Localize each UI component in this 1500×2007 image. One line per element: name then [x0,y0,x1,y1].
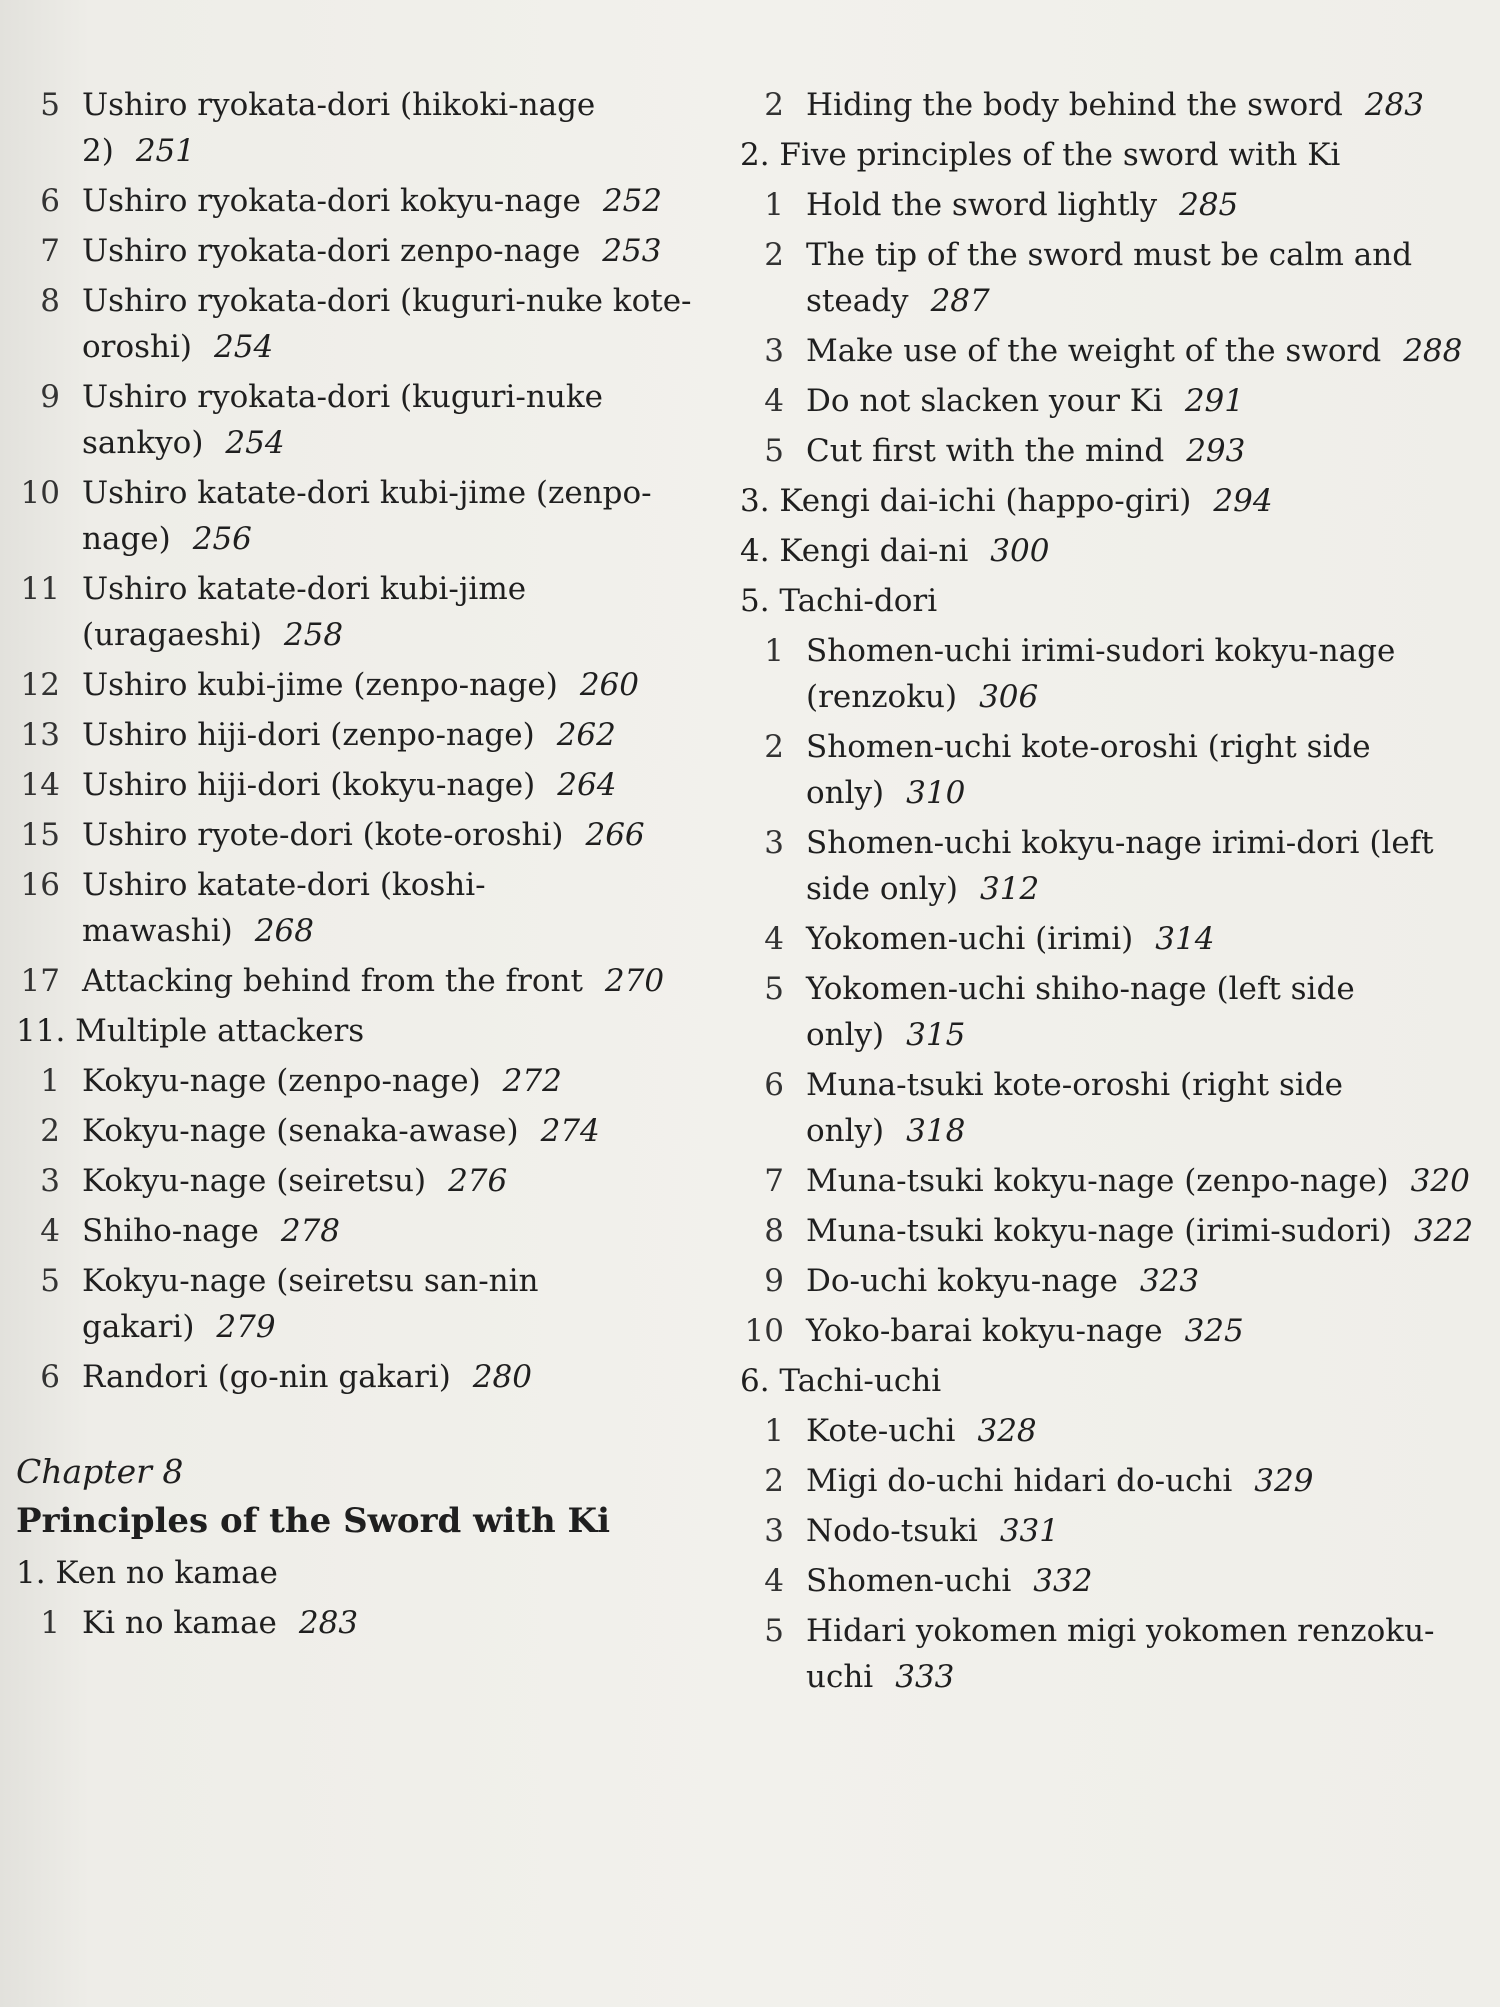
entry-body [806,428,1480,474]
page-number: 287 [930,283,990,319]
page-number: 279 [216,1309,276,1345]
entry-number: 11 [20,571,60,607]
entry-number: 4 [764,921,784,957]
entry-number: 4 [40,1213,60,1249]
toc-entry [740,820,1480,912]
entry-body [82,958,716,1004]
entry-body [82,762,716,808]
entry-number: 16 [20,867,60,903]
toc-list-right-a [740,82,1480,128]
entry-body [806,1062,1480,1154]
toc-entry [740,182,1480,228]
toc-entry [16,862,716,954]
page-number: 331 [999,1513,1059,1549]
page-number: 323 [1139,1263,1200,1299]
entry-number: 2 [764,729,784,765]
page-number: 293 [1186,433,1246,469]
entry-title: Kokyu-nage (seiretsu san-nin gakari) [82,1263,539,1345]
page-number: 270 [604,963,665,999]
entry-number: 6 [40,183,60,219]
entry-number: 1 [764,187,784,223]
entry-title: Yokomen-uchi (irimi) [806,921,1134,957]
toc-left-column [16,82,716,1650]
entry-title: Ushiro ryokata-dori (kuguri-nuke sankyo) [82,379,603,461]
entry-body [82,278,716,370]
page-number: 315 [906,1017,966,1053]
toc-entry [740,1062,1480,1154]
page-number: 285 [1179,187,1239,223]
toc-entry [16,1158,716,1204]
entry-number: 15 [20,817,60,853]
page-number: 253 [602,233,662,269]
entry-title: Ushiro ryokata-dori (kuguri-nuke kote-oroshi) [82,283,692,365]
entry-number: 1 [40,1063,60,1099]
entry-title: Ushiro katate-dori kubi-jime (zenpo-nage) [82,475,652,557]
section-heading-ken-no-kamae: 1. Ken no kamae [16,1555,278,1591]
page-number: 320 [1410,1163,1470,1199]
entry-title: Hidari yokomen migi yokomen renzoku-uchi [806,1613,1435,1695]
toc-entry [16,1258,716,1350]
entry-number: 7 [40,233,60,269]
entry-body [806,1558,1480,1604]
page-number: 268 [254,913,314,949]
entry-title: Ki no kamae [82,1605,277,1641]
page-number: 310 [906,775,966,811]
entry-body [82,1058,716,1104]
entry-number: 3 [764,1513,784,1549]
toc-entry [740,1158,1480,1204]
entry-number: 4 [764,1563,784,1599]
page-number: 258 [283,617,344,653]
entry-body [806,628,1480,720]
entry-body [806,182,1480,228]
toc-entry [16,228,716,274]
entry-title: Kote-uchi [806,1413,956,1449]
entry-body [806,1158,1480,1204]
page-number: 254 [225,425,285,461]
entry-number: 1 [40,1605,60,1641]
entry-title: Ushiro hiji-dori (kokyu-nage) [82,767,536,803]
toc-list-right-c [740,628,1480,1354]
toc-entry [16,374,716,466]
entry-title: Cut first with the mind [806,433,1165,469]
page-number: 266 [585,817,645,853]
toc-entry [16,1058,716,1104]
entry-title: Hold the sword lightly [806,187,1158,223]
entry-title: Shiho-nage [82,1213,259,1249]
toc-entry [16,470,716,562]
entry-number: 1 [764,1413,784,1449]
page-number: 314 [1155,921,1215,957]
entry-body [806,232,1480,324]
toc-entry [16,958,716,1004]
entry-body [82,862,716,954]
page-number: 329 [1254,1463,1314,1499]
page-number: 291 [1184,383,1244,419]
entry-title: Nodo-tsuki [806,1513,978,1549]
entry-body [82,374,716,466]
entry-title: The tip of the sword must be calm and steady [806,237,1413,319]
entry-number: 8 [764,1213,784,1249]
toc-entry [16,1208,716,1254]
chapter-title: Principles of the Sword with Ki [16,1501,611,1541]
toc-entry [740,1608,1480,1700]
toc-entry [16,1600,716,1646]
section-heading-multiple-attackers: 11. Multiple attackers [16,1013,365,1049]
entry-body [82,470,716,562]
entry-title: Ushiro katate-dori kubi-jime (uragaeshi) [82,571,527,653]
entry-body [806,1508,1480,1554]
toc-entry [740,1508,1480,1554]
entry-title: Kokyu-nage (senaka-awase) [82,1113,519,1149]
toc-entry [740,1458,1480,1504]
entry-body [82,178,716,224]
entry-title: Ushiro katate-dori (koshi-mawashi) [82,867,486,949]
page-number: 280 [472,1359,532,1395]
entry-number: 10 [20,475,60,511]
entry-body [82,82,716,174]
entry-number: 12 [20,667,60,703]
toc-entry [740,628,1480,720]
toc-entry [740,1208,1480,1254]
toc-entry [740,428,1480,474]
entry-number: 2 [764,87,784,123]
section-heading-kengi-dai-ni [740,528,1480,574]
entry-title: Ushiro kubi-jime (zenpo-nage) [82,667,558,703]
entry-body [806,82,1480,128]
entry-body [82,1208,716,1254]
toc-list-right-b [740,182,1480,474]
entry-number: 9 [764,1263,784,1299]
entry-title: Migi do-uchi hidari do-uchi [806,1463,1233,1499]
toc-entry [740,1258,1480,1304]
entry-number: 2 [40,1113,60,1149]
page-number: 325 [1184,1313,1244,1349]
entry-body [82,662,716,708]
toc-entry [16,1354,716,1400]
toc-entry [16,662,716,708]
entry-number: 5 [764,433,784,469]
entry-title: Ushiro ryokata-dori zenpo-nage [82,233,581,269]
page-number: 276 [448,1163,508,1199]
entry-title: Kokyu-nage (zenpo-nage) [82,1063,481,1099]
entry-title: Muna-tsuki kokyu-nage (irimi-sudori) [806,1213,1392,1249]
page-number: 283 [1364,87,1425,123]
entry-body [82,712,716,758]
entry-title: Muna-tsuki kote-oroshi (right side only) [806,1067,1343,1149]
toc-entry [16,712,716,758]
entry-body [82,1600,716,1646]
toc-list-right-d [740,1408,1480,1700]
entry-number: 2 [764,1463,784,1499]
page-number: 260 [579,667,639,703]
entry-body [82,228,716,274]
entry-number: 1 [764,633,784,669]
entry-body [806,1408,1480,1454]
toc-entry [16,178,716,224]
entry-number: 2 [764,237,784,273]
entry-body [806,1208,1480,1254]
entry-title: Yoko-barai kokyu-nage [806,1313,1163,1349]
page-number: 252 [602,183,663,219]
entry-body [82,812,716,858]
section-heading-kengi-dai-ichi [740,478,1480,524]
entry-title: Shomen-uchi [806,1563,1012,1599]
entry-body [806,724,1480,816]
entry-body [82,566,716,658]
entry-number: 6 [40,1359,60,1395]
entry-number: 13 [20,717,60,753]
page-number: 306 [979,679,1039,715]
toc-entry [740,1558,1480,1604]
toc-entry [16,1108,716,1154]
page-number: 294 [1213,483,1273,519]
entry-title: Shomen-uchi kokyu-nage irimi-dori (left side only) [806,825,1434,907]
toc-entry [16,762,716,808]
entry-title: Do-uchi kokyu-nage [806,1263,1118,1299]
toc-entry [740,1408,1480,1454]
entry-number: 17 [20,963,60,999]
page-number: 264 [557,767,617,803]
section-label: 3. Kengi dai-ichi (happo-giri) [740,483,1192,519]
entry-number: 14 [20,767,60,803]
entry-title: Make use of the weight of the sword [806,333,1382,369]
toc-list-left-a [16,82,716,1004]
entry-title: Ushiro ryokata-dori (hikoki-nage 2) [82,87,596,169]
entry-title: Attacking behind from the front [82,963,583,999]
toc-entry [16,82,716,174]
page-number: 288 [1403,333,1463,369]
chapter-label: Chapter 8 [16,1452,184,1491]
section-heading-five-principles: 2. Five principles of the sword with Ki [740,137,1341,173]
toc-entry [740,378,1480,424]
entry-number: 6 [764,1067,784,1103]
toc-right-column [740,82,1480,1704]
entry-number: 3 [764,825,784,861]
entry-body [806,1308,1480,1354]
toc-entry [740,328,1480,374]
page-number: 322 [1413,1213,1474,1249]
section-heading-tachi-dori: 5. Tachi-dori [740,583,938,619]
toc-entry [16,812,716,858]
toc-entry [16,278,716,370]
page-number: 283 [298,1605,359,1641]
toc-list-left-c [16,1600,716,1646]
entry-body [806,1258,1480,1304]
page-number: 254 [214,329,274,365]
entry-number: 5 [764,1613,784,1649]
page-number: 328 [977,1413,1037,1449]
entry-title: Yokomen-uchi shiho-nage (left side only) [806,971,1355,1053]
entry-body [806,966,1480,1058]
entry-title: Do not slacken your Ki [806,383,1163,419]
entry-body [806,328,1480,374]
toc-entry [740,916,1480,962]
entry-number: 9 [40,379,60,415]
page-number: 312 [980,871,1040,907]
entry-number: 3 [40,1163,60,1199]
toc-entry [740,82,1480,128]
entry-body [806,378,1480,424]
entry-title: Randori (go-nin gakari) [82,1359,451,1395]
page-number: 332 [1033,1563,1093,1599]
section-heading-tachi-uchi: 6. Tachi-uchi [740,1363,942,1399]
entry-title: Ushiro ryote-dori (kote-oroshi) [82,817,564,853]
toc-entry [740,966,1480,1058]
toc-entry [740,1308,1480,1354]
entry-number: 4 [764,383,784,419]
entry-title: Shomen-uchi irimi-sudori kokyu-nage (renzoku) [806,633,1396,715]
entry-number: 3 [764,333,784,369]
page-number: 256 [192,521,252,557]
entry-number: 5 [40,1263,60,1299]
entry-number: 10 [744,1313,784,1349]
toc-entry [16,566,716,658]
page-number: 300 [990,533,1050,569]
section-label: 4. Kengi dai-ni [740,533,969,569]
page-number: 251 [135,133,195,169]
entry-body [82,1258,716,1350]
page-number: 333 [895,1659,955,1695]
entry-title: Kokyu-nage (seiretsu) [82,1163,427,1199]
toc-entry [740,724,1480,816]
page-number: 262 [556,717,616,753]
page-number: 278 [280,1213,341,1249]
entry-body [806,1608,1480,1700]
entry-title: Muna-tsuki kokyu-nage (zenpo-nage) [806,1163,1389,1199]
entry-body [806,820,1480,912]
page-number: 272 [502,1063,562,1099]
entry-title: Ushiro ryokata-dori kokyu-nage [82,183,581,219]
entry-body [82,1108,716,1154]
entry-number: 5 [764,971,784,1007]
entry-title: Hiding the body behind the sword [806,87,1343,123]
entry-body [806,1458,1480,1504]
entry-number: 5 [40,87,60,123]
toc-entry [740,232,1480,324]
entry-title: Shomen-uchi kote-oroshi (right side only) [806,729,1371,811]
entry-number: 8 [40,283,60,319]
page-number: 274 [540,1113,600,1149]
page-number: 318 [906,1113,966,1149]
toc-list-left-b [16,1058,716,1400]
entry-body [806,916,1480,962]
entry-body [82,1158,716,1204]
entry-title: Ushiro hiji-dori (zenpo-nage) [82,717,535,753]
entry-body [82,1354,716,1400]
entry-number: 7 [764,1163,784,1199]
